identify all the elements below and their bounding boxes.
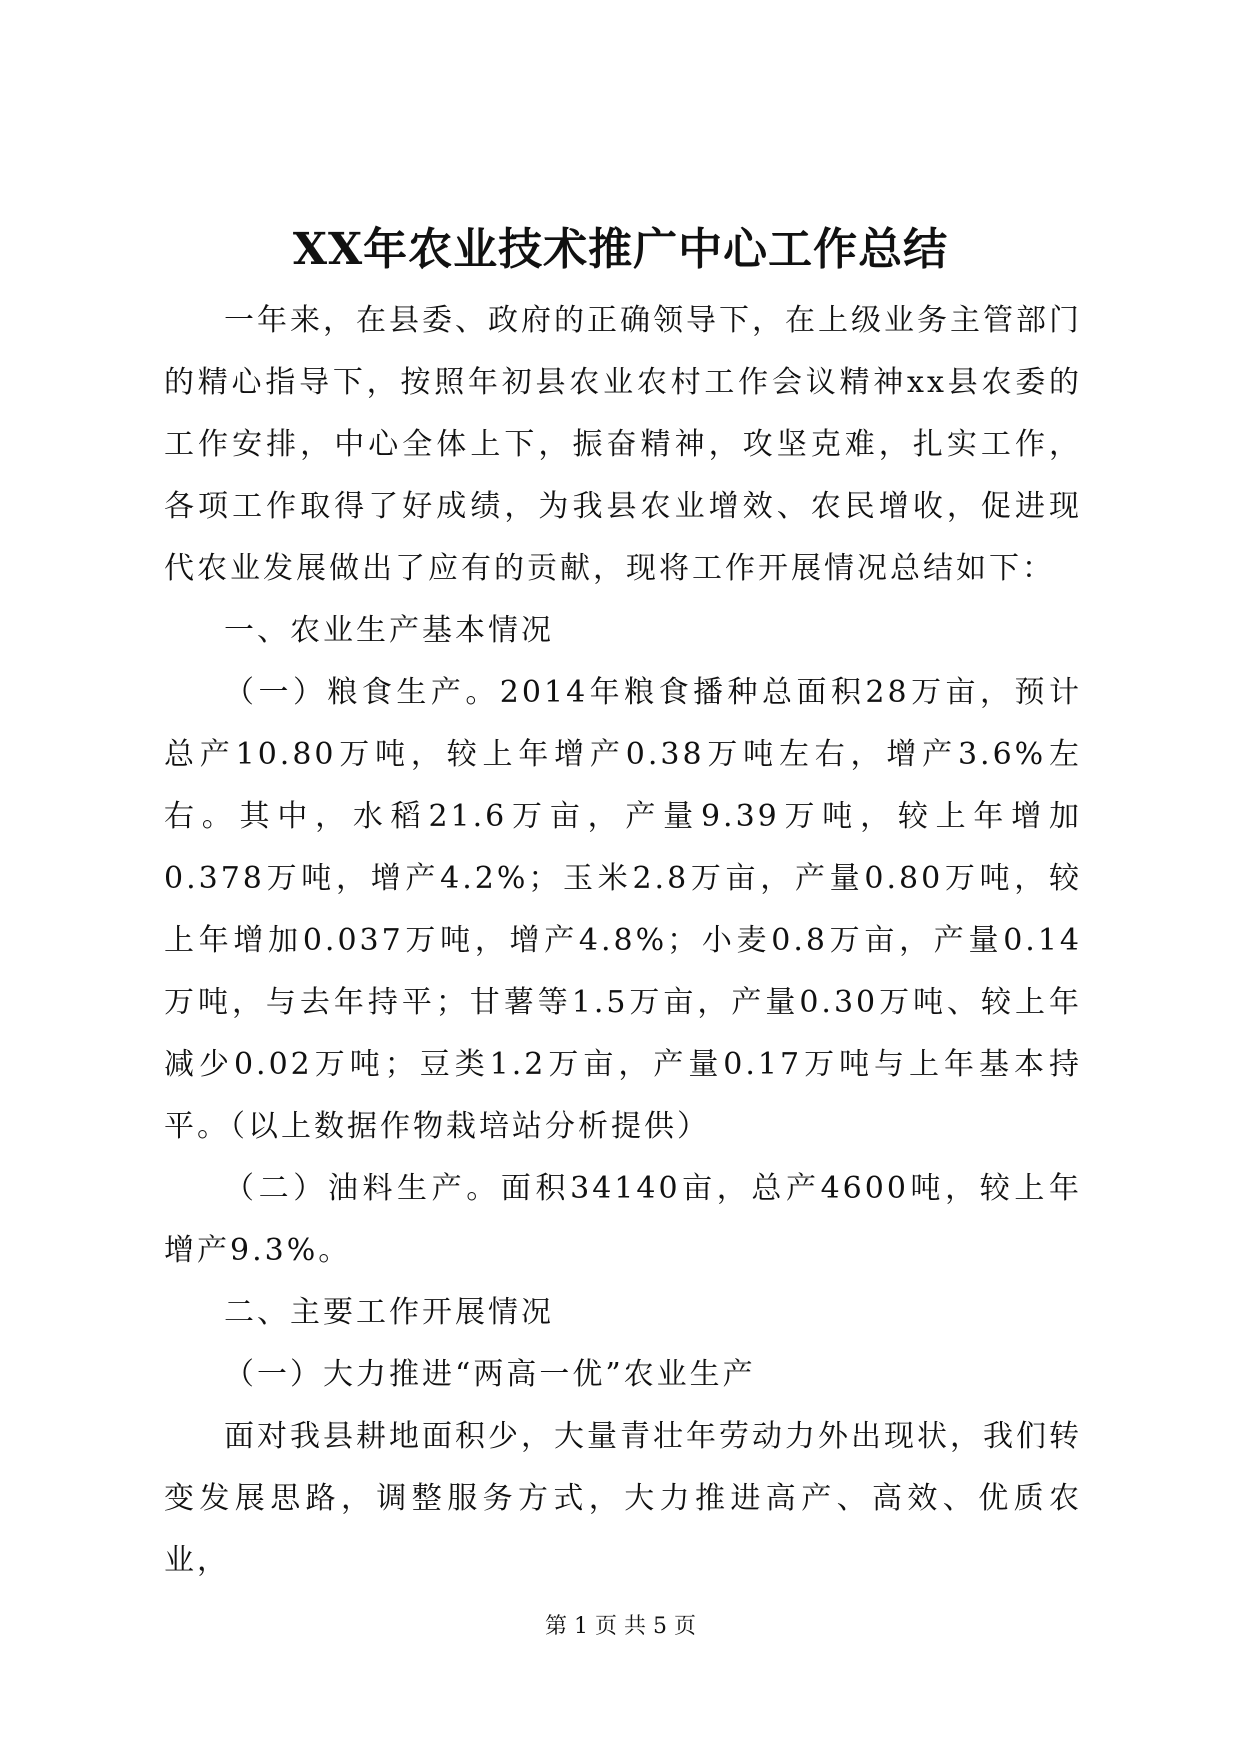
subsection-heading-1: （一）大力推进“两高一优”农业生产 [224, 1357, 756, 1392]
page-footer: 第 1 页 共 5 页 [545, 1614, 696, 1639]
section-heading-2: 二、主要工作开展情况 [224, 1295, 554, 1330]
oil-production-paragraph: （二）油料生产。面积34140亩，总产4600吨，较上年增产9.3%。 [164, 1171, 1082, 1268]
document-title: XX年农业技术推广中心工作总结 [292, 224, 949, 275]
intro-paragraph: 一年来，在县委、政府的正确领导下，在上级业务主管部门的精心指导下，按照年初县农业农村工作会议精神xx县农委的工作安排，中心全体上下，振奋精神，攻坚克难，扎实工作，各项工作取得了好成绩，为我县农业增效、农民增收，促进现代农业发展做出了应有的贡献，现将工作开展情况总结如下： [164, 303, 1082, 586]
document-body [164, 290, 1082, 1592]
section-heading-1: 一、农业生产基本情况 [224, 613, 554, 648]
grain-production-paragraph: （一）粮食生产。2014年粮食播种总面积28万亩，预计总产10.80万吨，较上年增产0.38万吨左右，增产3.6%左右。其中，水稻21.6万亩，产量9.39万吨，较上年增加0.378万吨，增产4.2%；玉米2.8万亩，产量0.80万吨，较上年增加0.037万吨，增产4.8%；小麦0.8万亩，产量0.14万吨，与去年持平；甘薯等1.5万亩，产量0.30万吨、较上年减少0.02万吨；豆类1.2万亩，产量0.17万吨与上年基本持平。（以上数据作物栽培站分析提供） [164, 675, 1082, 1144]
body-paragraph: 面对我县耕地面积少，大量青壮年劳动力外出现状，我们转变发展思路，调整服务方式，大力推进高产、高效、优质农业， [164, 1419, 1082, 1578]
